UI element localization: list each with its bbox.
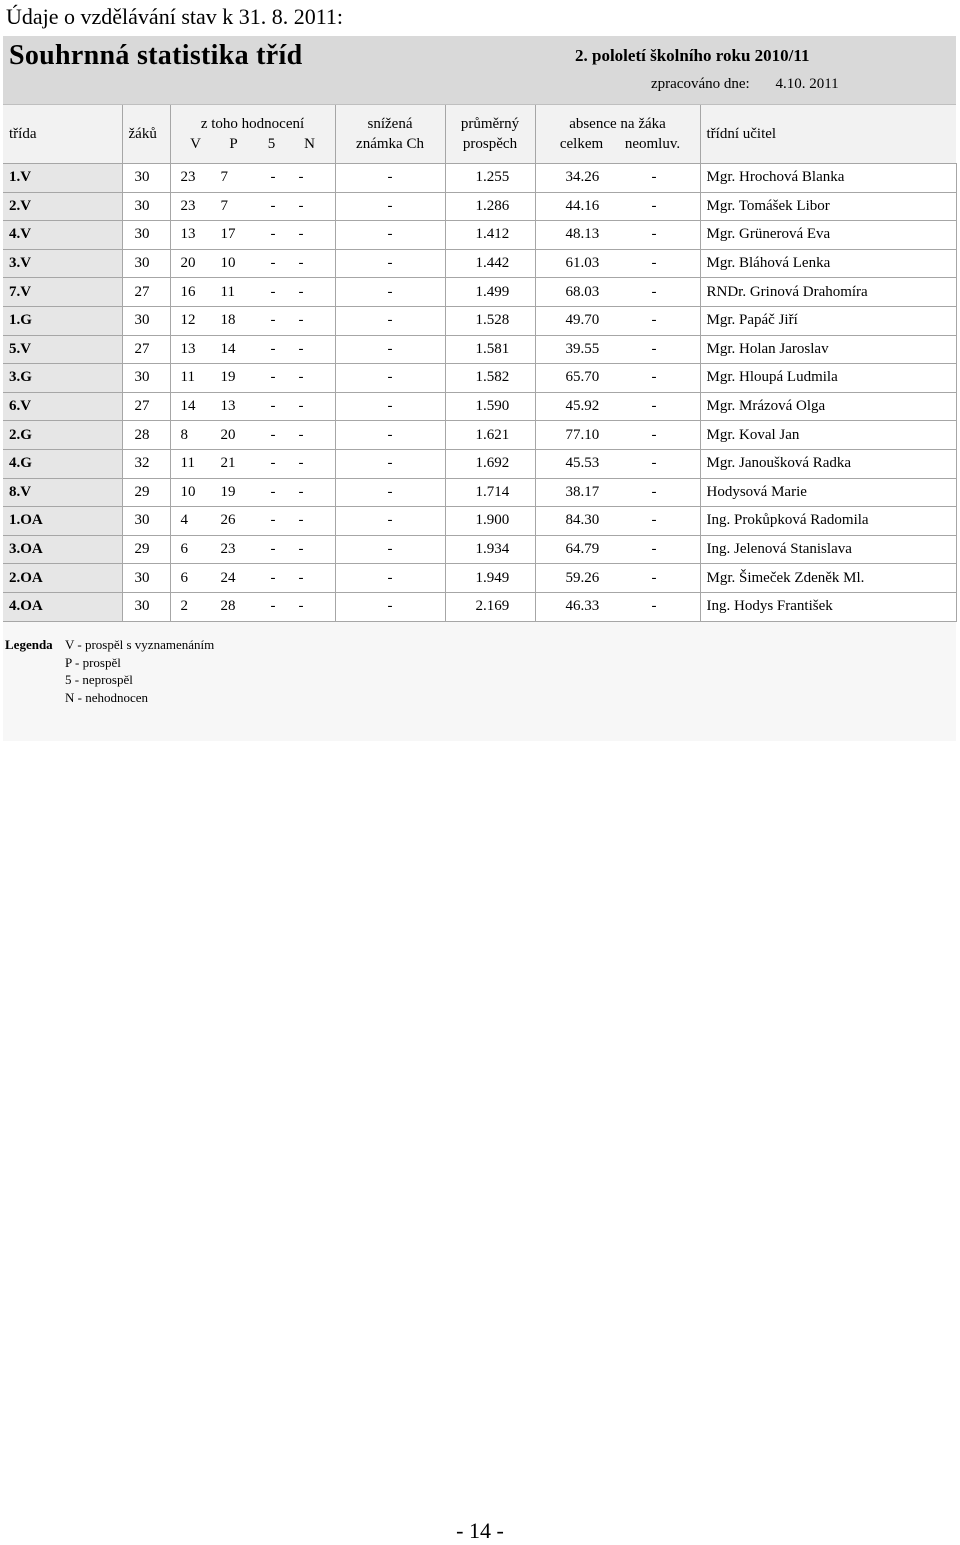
cell-grade-n: - xyxy=(298,255,304,272)
cell-grade-5: - xyxy=(270,255,276,272)
table-header-row xyxy=(3,105,956,164)
cell-pupils: 30 xyxy=(122,221,170,250)
cell-absence-unexcused: - xyxy=(651,197,657,214)
cell-class: 3.OA xyxy=(3,535,122,564)
cell-absence-unexcused: - xyxy=(651,340,657,357)
cell-grade-v: 23 xyxy=(180,169,196,186)
cell-grades xyxy=(170,164,335,193)
cell-absence xyxy=(535,421,700,450)
col-lowered-line1: snížená xyxy=(367,116,413,132)
cell-grade-n: - xyxy=(298,569,304,586)
cell-absence-unexcused: - xyxy=(651,255,657,272)
table-row xyxy=(3,306,956,335)
cell-grades xyxy=(170,592,335,621)
table-row xyxy=(3,592,956,621)
class-statistics-table xyxy=(3,105,957,622)
cell-absence-unexcused: - xyxy=(651,283,657,300)
table-row xyxy=(3,421,956,450)
cell-teacher: Mgr. Holan Jaroslav xyxy=(700,335,956,364)
cell-teacher: Mgr. Tomášek Libor xyxy=(700,192,956,221)
statistics-sheet xyxy=(3,36,956,741)
legend-title: Legenda xyxy=(5,637,53,652)
table-row xyxy=(3,221,956,250)
cell-lowered: - xyxy=(335,478,445,507)
page-number: - 14 - xyxy=(456,1518,504,1543)
cell-class: 5.V xyxy=(3,335,122,364)
col-absence xyxy=(535,105,700,164)
table-row xyxy=(3,535,956,564)
col-grade-5: 5 xyxy=(267,136,276,152)
cell-absence-total: 61.03 xyxy=(565,255,600,272)
cell-absence xyxy=(535,535,700,564)
cell-average: 1.528 xyxy=(445,306,535,335)
col-teacher: třídní učitel xyxy=(700,105,956,164)
cell-lowered: - xyxy=(335,164,445,193)
cell-pupils: 29 xyxy=(122,478,170,507)
cell-class: 1.G xyxy=(3,306,122,335)
cell-absence xyxy=(535,306,700,335)
cell-average: 1.714 xyxy=(445,478,535,507)
cell-class: 1.OA xyxy=(3,507,122,536)
cell-grade-5: - xyxy=(270,569,276,586)
cell-pupils: 30 xyxy=(122,507,170,536)
cell-absence-unexcused: - xyxy=(651,426,657,443)
cell-teacher: Ing. Prokůpková Radomila xyxy=(700,507,956,536)
legend-item: 5 - neprospěl xyxy=(65,672,133,687)
cell-pupils: 30 xyxy=(122,592,170,621)
col-average xyxy=(445,105,535,164)
cell-absence-total: 49.70 xyxy=(565,312,600,329)
report-title: Souhrnná statistika tříd xyxy=(9,40,303,71)
processed-label: zpracováno dne: xyxy=(651,76,750,92)
cell-grade-p: 19 xyxy=(220,369,236,386)
cell-grade-p: 26 xyxy=(220,512,236,529)
cell-absence xyxy=(535,592,700,621)
cell-grade-n: - xyxy=(298,398,304,415)
cell-lowered: - xyxy=(335,249,445,278)
cell-average: 1.442 xyxy=(445,249,535,278)
cell-class: 8.V xyxy=(3,478,122,507)
cell-class: 2.V xyxy=(3,192,122,221)
cell-absence-total: 45.92 xyxy=(565,398,600,415)
table-row xyxy=(3,507,956,536)
cell-grade-p: 21 xyxy=(220,455,236,472)
cell-class: 2.G xyxy=(3,421,122,450)
cell-average: 1.934 xyxy=(445,535,535,564)
table-row xyxy=(3,392,956,421)
cell-absence xyxy=(535,478,700,507)
cell-grade-5: - xyxy=(270,369,276,386)
cell-grade-5: - xyxy=(270,426,276,443)
cell-grade-p: 14 xyxy=(220,340,236,357)
col-average-line2: prospěch xyxy=(462,136,518,152)
cell-grades xyxy=(170,564,335,593)
cell-lowered: - xyxy=(335,564,445,593)
cell-absence-unexcused: - xyxy=(651,598,657,615)
cell-teacher: RNDr. Grinová Drahomíra xyxy=(700,278,956,307)
cell-absence xyxy=(535,192,700,221)
cell-absence xyxy=(535,221,700,250)
cell-average: 1.582 xyxy=(445,364,535,393)
cell-average: 1.499 xyxy=(445,278,535,307)
cell-grades xyxy=(170,421,335,450)
cell-pupils: 27 xyxy=(122,335,170,364)
cell-pupils: 29 xyxy=(122,535,170,564)
col-lowered-line2: známka Ch xyxy=(356,136,424,152)
cell-absence-total: 38.17 xyxy=(565,483,600,500)
cell-grades xyxy=(170,535,335,564)
cell-grade-v: 2 xyxy=(180,598,188,615)
cell-average: 1.286 xyxy=(445,192,535,221)
cell-absence-unexcused: - xyxy=(651,369,657,386)
cell-lowered: - xyxy=(335,421,445,450)
cell-class: 6.V xyxy=(3,392,122,421)
cell-grade-5: - xyxy=(270,483,276,500)
cell-lowered: - xyxy=(335,507,445,536)
cell-absence-total: 59.26 xyxy=(565,569,600,586)
cell-grade-v: 16 xyxy=(180,283,196,300)
cell-class: 7.V xyxy=(3,278,122,307)
cell-grade-v: 6 xyxy=(180,569,188,586)
cell-grade-n: - xyxy=(298,197,304,214)
cell-lowered: - xyxy=(335,392,445,421)
cell-average: 1.900 xyxy=(445,507,535,536)
cell-grades xyxy=(170,364,335,393)
cell-lowered: - xyxy=(335,192,445,221)
cell-grade-5: - xyxy=(270,598,276,615)
page-heading: Údaje o vzdělávání stav k 31. 8. 2011: xyxy=(6,4,344,29)
cell-absence-total: 68.03 xyxy=(565,283,600,300)
cell-grade-v: 20 xyxy=(180,255,196,272)
cell-grade-p: 13 xyxy=(220,398,236,415)
cell-grades xyxy=(170,192,335,221)
cell-absence xyxy=(535,507,700,536)
cell-grade-5: - xyxy=(270,226,276,243)
cell-absence-unexcused: - xyxy=(651,312,657,329)
legend-item: N - nehodnocen xyxy=(65,689,149,705)
cell-teacher: Hodysová Marie xyxy=(700,478,956,507)
cell-grades xyxy=(170,278,335,307)
cell-teacher: Mgr. Hloupá Ludmila xyxy=(700,364,956,393)
report-period: 2. pololetí školního roku 2010/11 xyxy=(575,46,810,65)
cell-absence xyxy=(535,278,700,307)
cell-pupils: 30 xyxy=(122,306,170,335)
cell-absence-unexcused: - xyxy=(651,512,657,529)
cell-grade-p: 10 xyxy=(220,255,236,272)
cell-pupils: 30 xyxy=(122,164,170,193)
cell-grade-n: - xyxy=(298,483,304,500)
cell-average: 2.169 xyxy=(445,592,535,621)
cell-grade-n: - xyxy=(298,169,304,186)
cell-grade-v: 6 xyxy=(180,541,188,558)
cell-grade-5: - xyxy=(270,455,276,472)
col-absence-unexcused: neomluv. xyxy=(624,136,681,152)
cell-absence-total: 39.55 xyxy=(565,340,600,357)
cell-teacher: Mgr. Grünerová Eva xyxy=(700,221,956,250)
cell-grade-p: 7 xyxy=(220,169,228,186)
cell-absence xyxy=(535,249,700,278)
legend-item: P - prospěl xyxy=(65,654,121,670)
cell-absence xyxy=(535,449,700,478)
cell-class: 4.G xyxy=(3,449,122,478)
cell-grade-n: - xyxy=(298,541,304,558)
cell-grade-p: 7 xyxy=(220,197,228,214)
cell-teacher: Mgr. Bláhová Lenka xyxy=(700,249,956,278)
cell-average: 1.949 xyxy=(445,564,535,593)
cell-grade-v: 12 xyxy=(180,312,196,329)
col-grade-v: V xyxy=(190,136,201,152)
cell-grade-p: 23 xyxy=(220,541,236,558)
cell-pupils: 27 xyxy=(122,278,170,307)
cell-average: 1.581 xyxy=(445,335,535,364)
cell-grade-v: 23 xyxy=(180,197,196,214)
col-grades-sub xyxy=(171,134,335,154)
cell-grades xyxy=(170,306,335,335)
cell-teacher: Ing. Jelenová Stanislava xyxy=(700,535,956,564)
table-row xyxy=(3,249,956,278)
cell-average: 1.692 xyxy=(445,449,535,478)
col-grades-title: z toho hodnocení xyxy=(200,116,305,132)
table-row xyxy=(3,192,956,221)
cell-teacher: Mgr. Papáč Jiří xyxy=(700,306,956,335)
cell-lowered: - xyxy=(335,592,445,621)
legend-items xyxy=(65,636,214,706)
cell-grades xyxy=(170,478,335,507)
cell-teacher: Mgr. Hrochová Blanka xyxy=(700,164,956,193)
cell-grade-n: - xyxy=(298,598,304,615)
cell-grade-v: 13 xyxy=(180,340,196,357)
cell-grade-5: - xyxy=(270,197,276,214)
cell-grades xyxy=(170,507,335,536)
cell-grade-n: - xyxy=(298,283,304,300)
cell-absence-total: 84.30 xyxy=(565,512,600,529)
cell-grade-n: - xyxy=(298,512,304,529)
cell-absence xyxy=(535,564,700,593)
cell-pupils: 30 xyxy=(122,249,170,278)
cell-absence-unexcused: - xyxy=(651,483,657,500)
col-lowered xyxy=(335,105,445,164)
cell-absence xyxy=(535,164,700,193)
cell-class: 1.V xyxy=(3,164,122,193)
cell-lowered: - xyxy=(335,335,445,364)
cell-absence-total: 44.16 xyxy=(565,197,600,214)
cell-average: 1.590 xyxy=(445,392,535,421)
col-absence-total: celkem xyxy=(559,136,604,152)
cell-grade-p: 20 xyxy=(220,426,236,443)
cell-grade-5: - xyxy=(270,283,276,300)
report-banner xyxy=(3,36,956,105)
cell-grade-n: - xyxy=(298,369,304,386)
table-row xyxy=(3,164,956,193)
cell-grade-5: - xyxy=(270,340,276,357)
cell-absence-total: 34.26 xyxy=(565,169,600,186)
cell-class: 3.G xyxy=(3,364,122,393)
cell-class: 4.V xyxy=(3,221,122,250)
cell-average: 1.621 xyxy=(445,421,535,450)
cell-grade-v: 11 xyxy=(180,455,195,472)
cell-grade-v: 13 xyxy=(180,226,196,243)
table-row xyxy=(3,364,956,393)
cell-grades xyxy=(170,449,335,478)
cell-grade-n: - xyxy=(298,426,304,443)
cell-absence-unexcused: - xyxy=(651,398,657,415)
cell-grade-n: - xyxy=(298,312,304,329)
cell-grade-p: 17 xyxy=(220,226,236,243)
cell-absence-unexcused: - xyxy=(651,569,657,586)
cell-absence-total: 45.53 xyxy=(565,455,600,472)
cell-absence-total: 64.79 xyxy=(565,541,600,558)
cell-grade-v: 4 xyxy=(180,512,188,529)
cell-pupils: 27 xyxy=(122,392,170,421)
cell-class: 3.V xyxy=(3,249,122,278)
cell-grade-v: 10 xyxy=(180,483,196,500)
cell-pupils: 30 xyxy=(122,192,170,221)
cell-absence-unexcused: - xyxy=(651,541,657,558)
cell-grade-n: - xyxy=(298,226,304,243)
cell-absence-total: 65.70 xyxy=(565,369,600,386)
cell-absence-total: 77.10 xyxy=(565,426,600,443)
col-absence-title: absence na žáka xyxy=(569,116,666,132)
cell-lowered: - xyxy=(335,306,445,335)
cell-grade-p: 18 xyxy=(220,312,236,329)
cell-average: 1.412 xyxy=(445,221,535,250)
cell-grade-p: 24 xyxy=(220,569,236,586)
processed-date-line xyxy=(651,76,839,93)
cell-grades xyxy=(170,392,335,421)
processed-date: 4.10. 2011 xyxy=(775,76,839,92)
cell-lowered: - xyxy=(335,221,445,250)
col-class: třída xyxy=(3,105,122,164)
cell-grades xyxy=(170,221,335,250)
cell-absence-unexcused: - xyxy=(651,169,657,186)
cell-teacher: Ing. Hodys František xyxy=(700,592,956,621)
cell-absence xyxy=(535,335,700,364)
table-row xyxy=(3,335,956,364)
cell-grade-5: - xyxy=(270,541,276,558)
col-absence-sub xyxy=(536,134,700,154)
col-grade-n: N xyxy=(304,136,315,152)
cell-grades xyxy=(170,335,335,364)
col-pupils: žáků xyxy=(122,105,170,164)
cell-pupils: 30 xyxy=(122,564,170,593)
table-row xyxy=(3,478,956,507)
cell-teacher: Mgr. Mrázová Olga xyxy=(700,392,956,421)
cell-lowered: - xyxy=(335,535,445,564)
table-row xyxy=(3,449,956,478)
cell-grade-5: - xyxy=(270,398,276,415)
cell-grade-p: 11 xyxy=(220,283,235,300)
cell-grade-p: 19 xyxy=(220,483,236,500)
cell-average: 1.255 xyxy=(445,164,535,193)
cell-absence-unexcused: - xyxy=(651,455,657,472)
cell-absence-total: 46.33 xyxy=(565,598,600,615)
cell-pupils: 30 xyxy=(122,364,170,393)
cell-grade-v: 11 xyxy=(180,369,195,386)
cell-teacher: Mgr. Janoušková Radka xyxy=(700,449,956,478)
col-average-line1: průměrný xyxy=(460,116,520,132)
col-grades xyxy=(170,105,335,164)
cell-absence xyxy=(535,364,700,393)
cell-absence-total: 48.13 xyxy=(565,226,600,243)
table-body xyxy=(3,164,956,622)
cell-absence xyxy=(535,392,700,421)
cell-grade-v: 8 xyxy=(180,426,188,443)
cell-grade-5: - xyxy=(270,312,276,329)
table-row xyxy=(3,278,956,307)
cell-class: 2.OA xyxy=(3,564,122,593)
cell-grade-n: - xyxy=(298,340,304,357)
cell-grade-5: - xyxy=(270,512,276,529)
cell-teacher: Mgr. Šimeček Zdeněk Ml. xyxy=(700,564,956,593)
cell-grade-5: - xyxy=(270,169,276,186)
cell-lowered: - xyxy=(335,278,445,307)
cell-grade-n: - xyxy=(298,455,304,472)
cell-pupils: 28 xyxy=(122,421,170,450)
col-grade-p: P xyxy=(229,136,238,152)
cell-grade-v: 14 xyxy=(180,398,196,415)
legend-item: V - prospěl s vyznamenáním xyxy=(65,637,215,652)
cell-lowered: - xyxy=(335,449,445,478)
table-row xyxy=(3,564,956,593)
cell-grade-p: 28 xyxy=(220,598,236,615)
cell-pupils: 32 xyxy=(122,449,170,478)
cell-lowered: - xyxy=(335,364,445,393)
cell-grades xyxy=(170,249,335,278)
cell-class: 4.OA xyxy=(3,592,122,621)
cell-absence-unexcused: - xyxy=(651,226,657,243)
cell-teacher: Mgr. Koval Jan xyxy=(700,421,956,450)
